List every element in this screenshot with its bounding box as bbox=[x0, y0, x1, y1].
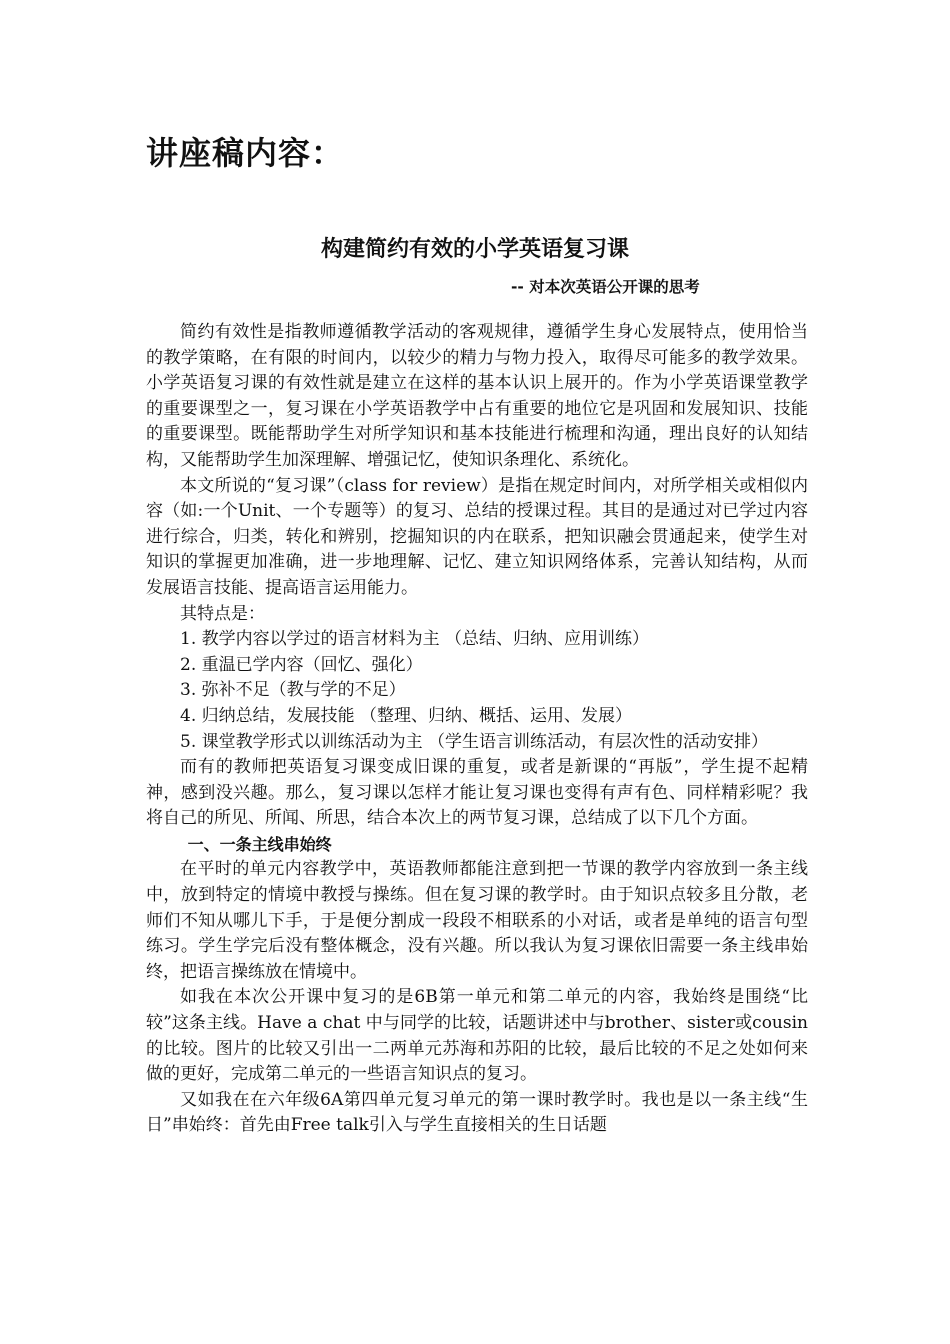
paragraph-mainline: 在平时的单元内容教学中，英语教师都能注意到把一节课的教学内容放到一条主线中，放到特定的情境中教授与操练。但在复习课的教学时。由于知识点较多且分散，老师们不知从哪儿下手，于是便分割成一段段不相联系的小对话，或者是单纯的语言句型练习。学生学完后没有整体概念，没有兴趣。所以我认为复习课依旧需要一条主线串始终，把语言操练放在情境中。 bbox=[146, 859, 808, 982]
paragraph-example-1: 如我在本次公开课中复习的是6B第一单元和第二单元的内容，我始终是围绕“比较”这条主线。Have a chat 中与同学的比较，话题讲述中与brother、sister或cousin的比较。图片的比较又引出一二两单元苏海和苏阳的比较，最后比较的不足之处如何来做的更好，完成第二单元的一些语言知识点的复习。 bbox=[146, 987, 808, 1085]
article-body bbox=[146, 320, 808, 1139]
list-item: 3. 弥补不足（教与学的不足） bbox=[180, 680, 406, 701]
paragraph-definition: 本文所说的“复习课”（class for review）是指在规定时间内，对所学相关或相似内容（如:一个Unit、一个专题等）的复习、总结的授课过程。其目的是通过对已学过内容进行综合，归类，转化和辨别，挖掘知识的内在联系，把知识融会贯通起来，使学生对知识的掌握更加准确，进一步地理解、记忆、建立知识网络体系，完善认知结构，从而发展语言技能、提高语言运用能力。 bbox=[146, 475, 808, 598]
list-item: 4. 归纳总结，发展技能 （整理、归纳、概括、运用、发展） bbox=[180, 705, 633, 726]
paragraph-problem: 而有的教师把英语复习课变成旧课的重复，或者是新课的“再版”，学生提不起精神，感到没兴趣。那么，复习课以怎样才能让复习课也变得有声有色、同样精彩呢？我将自己的所见、所闻、所思，结合本次上的两节复习课，总结成了以下几个方面。 bbox=[146, 757, 808, 829]
paragraph-features-intro: 其特点是： bbox=[180, 603, 265, 624]
section-heading: 一、一条主线串始终 bbox=[187, 834, 332, 854]
paragraph-intro: 简约有效性是指教师遵循教学活动的客观规律，遵循学生身心发展特点，使用恰当的教学策略，在有限的时间内，以较少的精力与物力投入，取得尽可能多的教学效果。小学英语复习课的有效性就是建立在这样的基本认识上展开的。作为小学英语课堂教学的重要课型之一，复习课在小学英语教学中占有重要的地位它是巩固和发展知识、技能的重要课型。既能帮助学生对所学知识和基本技能进行梳理和沟通，理出良好的认知结构，又能帮助学生加深理解、增强记忆，使知识条理化、系统化。 bbox=[146, 322, 808, 470]
list-item: 5. 课堂教学形式以训练活动为主 （学生语言训练活动，有层次性的活动安排） bbox=[180, 731, 769, 752]
paragraph-example-2: 又如我在在六年级6A第四单元复习单元的第一课时教学时。我也是以一条主线“生日”串始终：首先由Free talk引入与学生直接相关的生日话题 bbox=[146, 1089, 808, 1136]
lecture-heading: 讲座稿内容： bbox=[146, 134, 345, 172]
article-title: 构建简约有效的小学英语复习课 bbox=[320, 237, 629, 262]
article-subtitle: -- 对本次英语公开课的思考 bbox=[511, 278, 700, 296]
list-item: 1. 教学内容以学过的语言材料为主 （总结、归纳、应用训练） bbox=[180, 629, 650, 650]
list-item: 2. 重温已学内容（回忆、强化） bbox=[180, 654, 423, 675]
